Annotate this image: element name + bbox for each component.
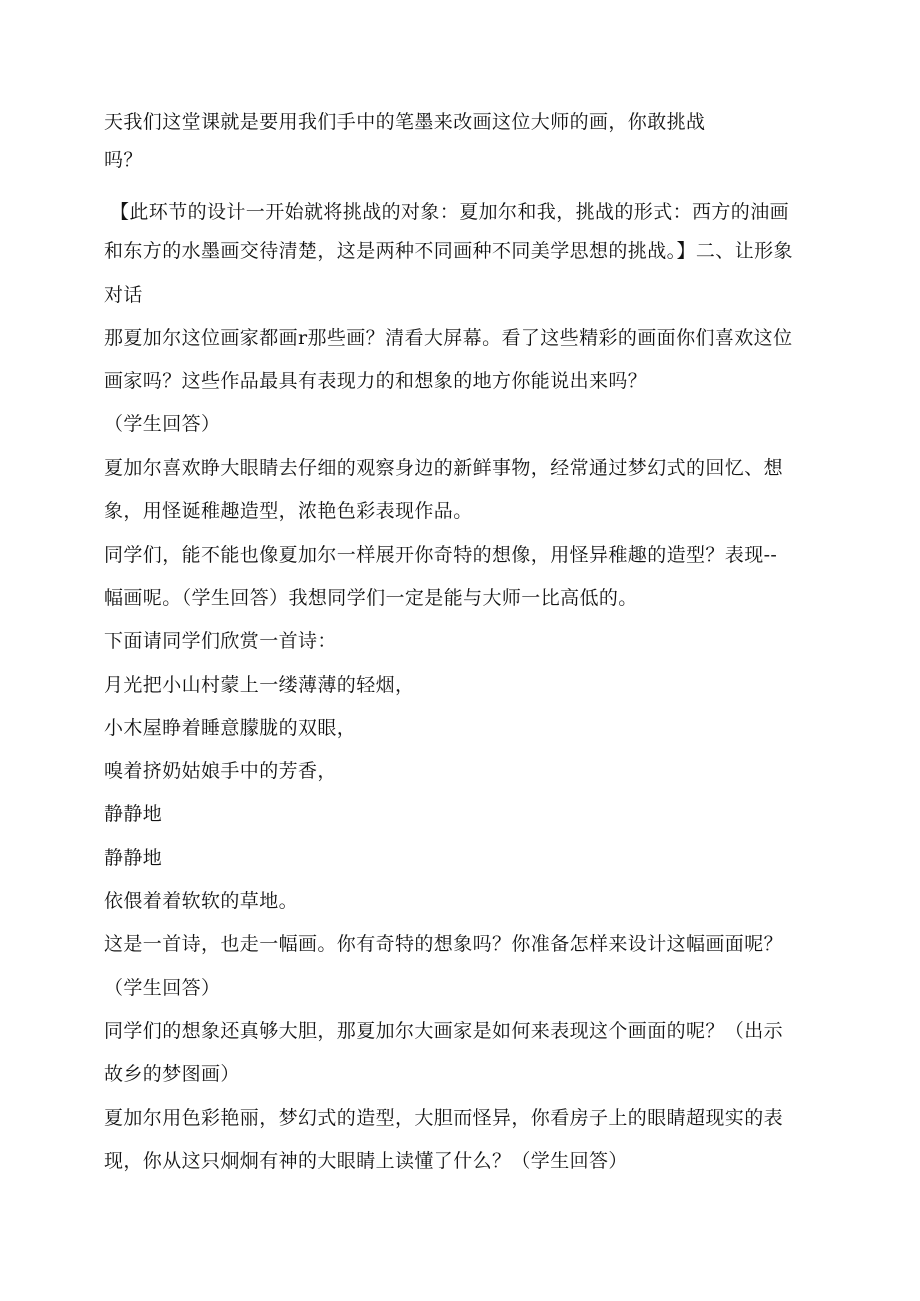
text-line: 象，用怪诞稚趣造型，浓艳色彩表现作品。 [104,500,473,522]
text-line: 故乡的梦图画） [104,1063,240,1085]
text-line: 小木屋睁着睡意朦胧的双眼， [104,717,357,739]
text-line: 静静地 [104,847,163,869]
text-line: （学生回答） [104,977,221,999]
text-line: 天我们这堂课就是要用我们手中的笔墨来改画这位大师的画，你敢挑战 [104,111,706,133]
text-line: 幅画呢。（学生回答）我想同学们一定是能与大师一比高低的。 [104,587,638,609]
text-line: 这是一首诗，也走一幅画。你有奇特的想象吗？你准备怎样来设计这幅画面呢？ [104,933,784,955]
text-line: 夏加尔喜欢睁大眼睛去仔细的观察身边的新鲜事物，经常通过梦幻式的回忆、想 [104,457,784,479]
text-line: 静静地 [104,803,163,825]
text-line: 画家吗？这些作品最具有表现力的和想象的地方你能说出来吗？ [104,370,648,392]
text-line: 依偎着着软软的草地。 [104,890,299,912]
text-line: 嗅着挤奶姑娘手中的芳香， [104,760,337,782]
text-line: 同学们，能不能也像夏加尔一样展开你奇特的想像，用怪异稚趣的造型？表现-- [104,544,778,566]
text-line: 对话 [104,284,143,306]
text-line: 同学们的想象还真够大胆，那夏加尔大画家是如何来表现这个画面的呢？（出示 [104,1020,784,1042]
text-line: （学生回答） [104,413,221,435]
text-line: 那夏加尔这位画家都画r那些画？清看大屏幕。看了这些精彩的画面你们喜欢这位 [104,327,793,349]
text-line: 和东方的水墨画交待清楚，这是两种不同画种不同美学思想的挑战。】二、让形象 [104,240,793,262]
text-line: 现，你从这只炯炯有神的大眼睛上读懂了什么？（学生回答） [104,1150,628,1172]
text-line: 下面请同学们欣赏一首诗： [104,630,337,652]
text-line: 月光把小山村蒙上一缕薄薄的轻烟， [104,674,415,696]
text-line: 【此环节的设计一开始就将挑战的对象：夏加尔和我，挑战的形式：西方的油画 [110,201,790,223]
text-line: 吗？ [104,149,143,171]
text-line: 夏加尔用色彩艳丽，梦幻式的造型，大胆而怪异，你看房子上的眼睛超现实的表 [104,1107,784,1129]
